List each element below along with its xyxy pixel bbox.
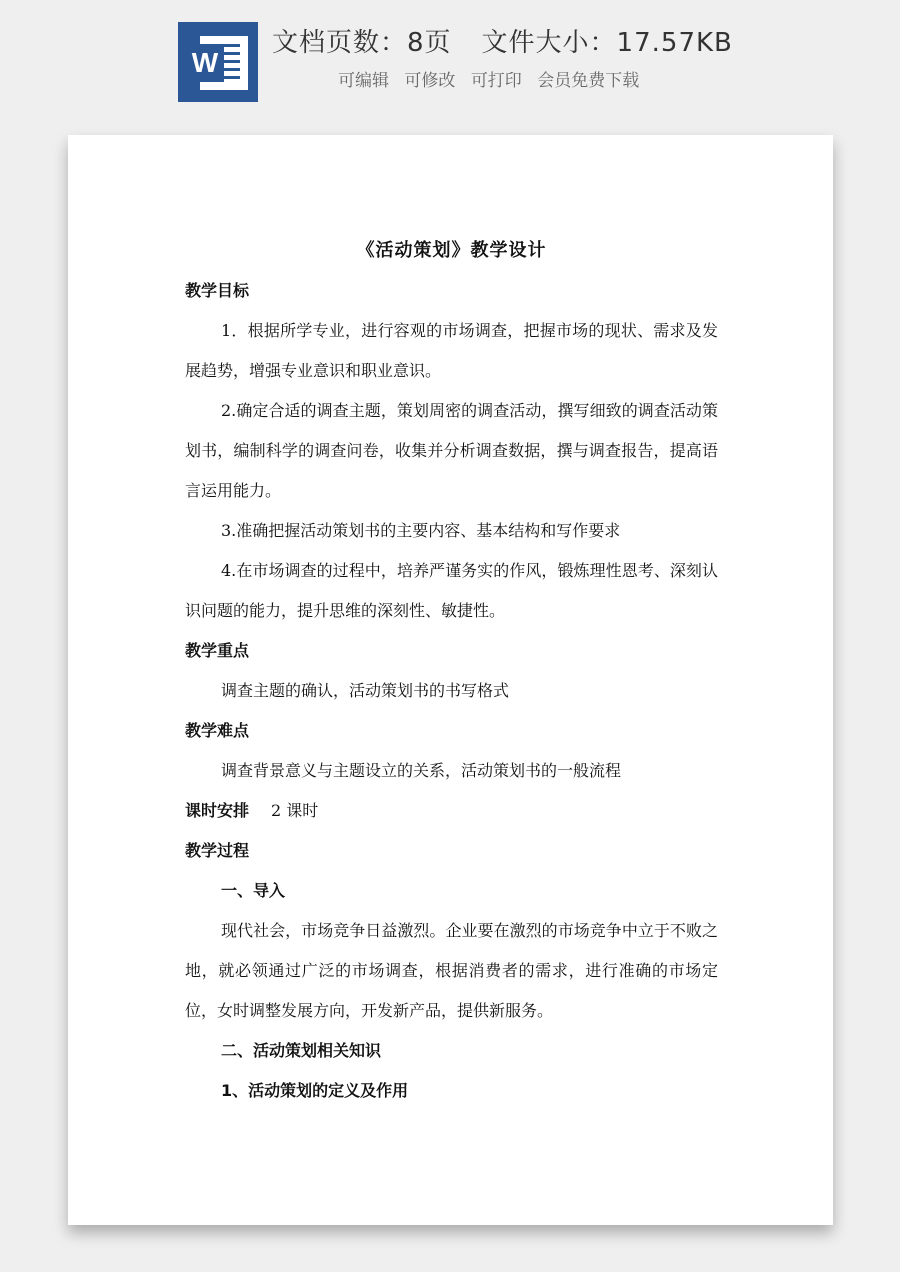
feature-free-download: 会员免费下载 [537, 71, 640, 91]
section-definition-heading: 1、活动策划的定义及作用 [221, 1081, 409, 1100]
schedule-value: 2 课时 [271, 801, 319, 820]
section-intro-heading: 一、导入 [221, 881, 286, 900]
schedule-row [185, 791, 718, 831]
feature-modifiable: 可修改 [404, 71, 456, 91]
document-page [68, 135, 833, 1225]
key-points-heading: 教学重点 [185, 641, 250, 660]
objective-4: 4.在市场调查的过程中，培养严谨务实的作风，锻炼理性恩考、深刻认识问题的能力，提升思维的深刻性、敏捷性。 [185, 561, 718, 620]
section-knowledge-heading: 二、活动策划相关知识 [221, 1041, 382, 1060]
key-points-text: 调查主题的确认，活动策划书的书写格式 [221, 681, 510, 700]
feature-editable: 可编辑 [338, 71, 389, 91]
feature-printable: 可打印 [470, 71, 522, 91]
document-title: 《活动策划》教学设计 [356, 240, 547, 261]
objectives-heading: 教学目标 [185, 281, 250, 300]
process-heading: 教学过程 [185, 841, 250, 860]
schedule-label: 课时安排 [185, 801, 250, 820]
word-document-icon [178, 22, 258, 102]
document-body [185, 231, 718, 1111]
feature-list [338, 66, 649, 91]
objective-1: 1．根据所学专业，进行容观的市场调查，把握市场的现状、需求及发展趋势，增强专业意识和职业意识。 [185, 321, 718, 380]
file-size: 文件大小：17.57KB [481, 28, 733, 58]
difficulties-heading: 教学难点 [185, 721, 250, 740]
document-info-header [0, 0, 900, 120]
objective-3: 3.准确把握活动策划书的主要内容、基本结构和写作要求 [221, 521, 621, 540]
word-letter-badge: W [186, 44, 224, 82]
file-stats [272, 22, 733, 59]
page-count: 文档页数：8页 [272, 28, 452, 58]
section-intro-text: 现代社会，市场竞争日益激烈。企业要在激烈的市场竞争中立于不败之地，就必领通过广泛的市场调查，根据消费者的需求，进行准确的市场定位，女时调整发展方向，开发新产品，提供新服务。 [185, 921, 718, 1020]
objective-2: 2.确定合适的调查主题，策划周密的调查活动，撰写细致的调查活动策划书，编制科学的调查问卷，收集并分析调查数据，撰与调查报告，提高语言运用能力。 [185, 401, 718, 500]
difficulties-text: 调查背景意义与主题设立的关系，活动策划书的一般流程 [221, 761, 622, 780]
